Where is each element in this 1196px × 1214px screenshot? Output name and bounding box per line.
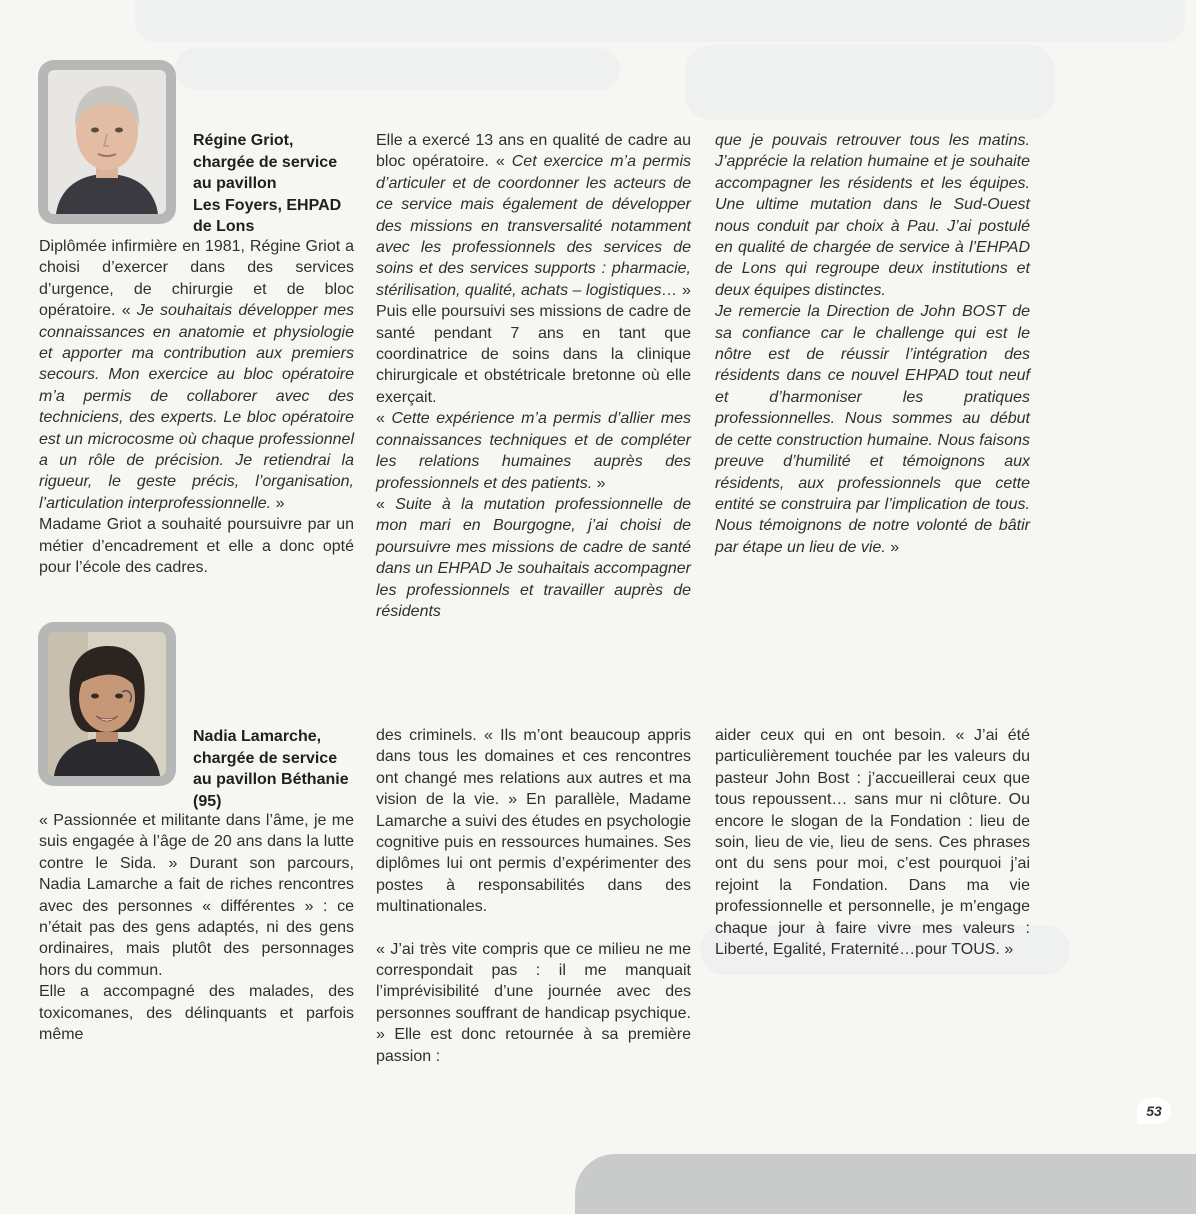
paragraph: Puis elle poursuivi ses missions de cadre de santé pendant 7 ans en tant que coordinatrice de soins dans la clinique chirurgicale et obstétricale bretonne où elle exerçait. — [376, 303, 691, 406]
profile2-column-3 — [715, 725, 1030, 960]
paragraph: Elle a exercé 13 ans en qualité de cadre au bloc opératoire. « Cet exercice m’a permis d’articuler et de coordonner les acteurs de ce service mais également de développer des missions en transversalité notamment avec les professionnels des services de soins et des services supports : pharmacie, stérilisation, qualité, achats – logistiques… » — [376, 132, 691, 299]
profile2-name-title: Nadia Lamarche, chargée de service au pavillon Béthanie (95) — [193, 728, 349, 810]
show-through-band-left — [175, 48, 620, 90]
show-through-band-right — [685, 45, 1055, 120]
footer-band — [575, 1154, 1196, 1214]
paragraph: Madame Griot a souhaité poursuivre par un métier d’encadrement et elle a donc opté pour l’école des cadres. — [39, 516, 354, 577]
profile2-column-1 — [39, 810, 354, 1045]
paragraph: « J’ai très vite compris que ce milieu ne me correspondait pas : il me manquait l’imprévisibilité d’une journée avec des personnes souffrant de handicap psychique. » Elle est donc retournée à sa première passion : — [376, 940, 691, 1065]
profile2-column-2 — [376, 725, 691, 1067]
paragraph: « Cette expérience m’a permis d’allier mes connaissances techniques et de compléter les relations humaines auprès des professionnels et des patients. » — [376, 410, 691, 492]
profile1-column-1 — [39, 236, 354, 579]
profile1-name-title: Régine Griot, chargée de service au pavillon Les Foyers, EHPAD de Lons — [193, 132, 342, 235]
paragraph: « Passionnée et militante dans l’âme, je me suis engagée à l’âge de 20 ans dans la lutte contre le Sida. » Durant son parcours, Nadia Lamarche a fait de riches rencontres avec des personnes « différentes » : ce n’était pas des gens adaptés, ni des gens ordinaires, mais plutôt des personnages hors du commun. — [39, 812, 354, 979]
show-through-band-top — [135, 0, 1185, 42]
paragraph: « Suite à la mutation professionnelle de mon mari en Bourgogne, j’ai choisi de poursuivre mes missions de cadre de santé dans un EHPAD Je souhaitais accompagner les professionnels et travailler auprès de résidents — [376, 495, 692, 620]
paragraph: des criminels. « Ils m’ont beaucoup appris dans tous les domaines et ces rencontres ont changé mes relations aux autres et ma vision de la vie. » En parallèle, Madame Lamarche a suivi des études en psychologie cognitive puis en ressources humaines. Ses diplômes lui ont permis d’expérimenter des postes à responsabilités dans des multinationales. — [376, 727, 691, 916]
profile1-column-3 — [715, 130, 1030, 558]
portrait-photo — [48, 632, 166, 776]
profile1-column-2 — [376, 130, 691, 622]
paragraph: aider ceux qui en ont besoin. « J’ai été particulièrement touchée par les valeurs du pasteur John Bost : j’accueillerai ceux que tous repoussent… sans mur ni clôture. Ou encore le slogan de la Fondation : lieu de soin, lieu de vie, lieu de sens. Ces phrases ont du sens pour moi, c’est pourquoi j’ai rejoint la Fondation. Dans ma vie professionnelle et personnelle, je m’engage chaque jour à faire vivre mes valeurs : Liberté, Egalité, Fraternité…pour TOUS. » — [715, 727, 1030, 959]
portrait-photo — [48, 70, 166, 214]
page-number: 53 — [1137, 1098, 1171, 1124]
portrait-nadia-lamarche — [38, 622, 176, 786]
woman-portrait-icon — [48, 632, 166, 776]
paragraph: Diplômée infirmière en 1981, Régine Griot a choisi d’exercer dans des services d’urgence, de chirurgie et de bloc opératoire. « Je souhaitais développer mes connaissances en anatomie et physiologie et apporter ma contribution aux premiers secours. Mon exercice au bloc opératoire m’a permis de collaborer avec des techniciens, des experts. Le bloc opératoire est un microcosme où chaque professionnel a un rôle de précision. Je retiendrai la rigueur, le geste précis, l’organisation, l’articulation interprofessionnelle. » — [39, 238, 355, 512]
portrait-regine-griot — [38, 60, 176, 224]
paragraph: que je pouvais retrouver tous les matins. J’apprécie la relation humaine et je souhaite accompagner les résidents et les équipes. Une ultime mutation dans le Sud-Ouest nous conduit par choix à Pau. J’ai postulé en qualité de chargée de service à l’EHPAD de Lons qui regroupe deux institutions et deux équipes distinctes. — [715, 132, 1030, 299]
paragraph: Je remercie la Direction de John BOST de sa confiance car le challenge qui est le nôtre est de réussir l’intégration des résidents dans ce nouvel EHPAD tout neuf et d’harmoniser les pratiques professionnelles. Nous sommes au début de cette construction humaine. Nous faisons preuve d’humilité et témoignons aux résidents, aux professionnels que cette entité se construira par l’implication de tous. Nous témoignons de notre volonté de bâtir par étape un lieu de vie. » — [715, 303, 1030, 556]
woman-portrait-icon — [48, 70, 166, 214]
paragraph: Elle a accompagné des malades, des toxicomanes, des délinquants et parfois même — [39, 983, 354, 1044]
